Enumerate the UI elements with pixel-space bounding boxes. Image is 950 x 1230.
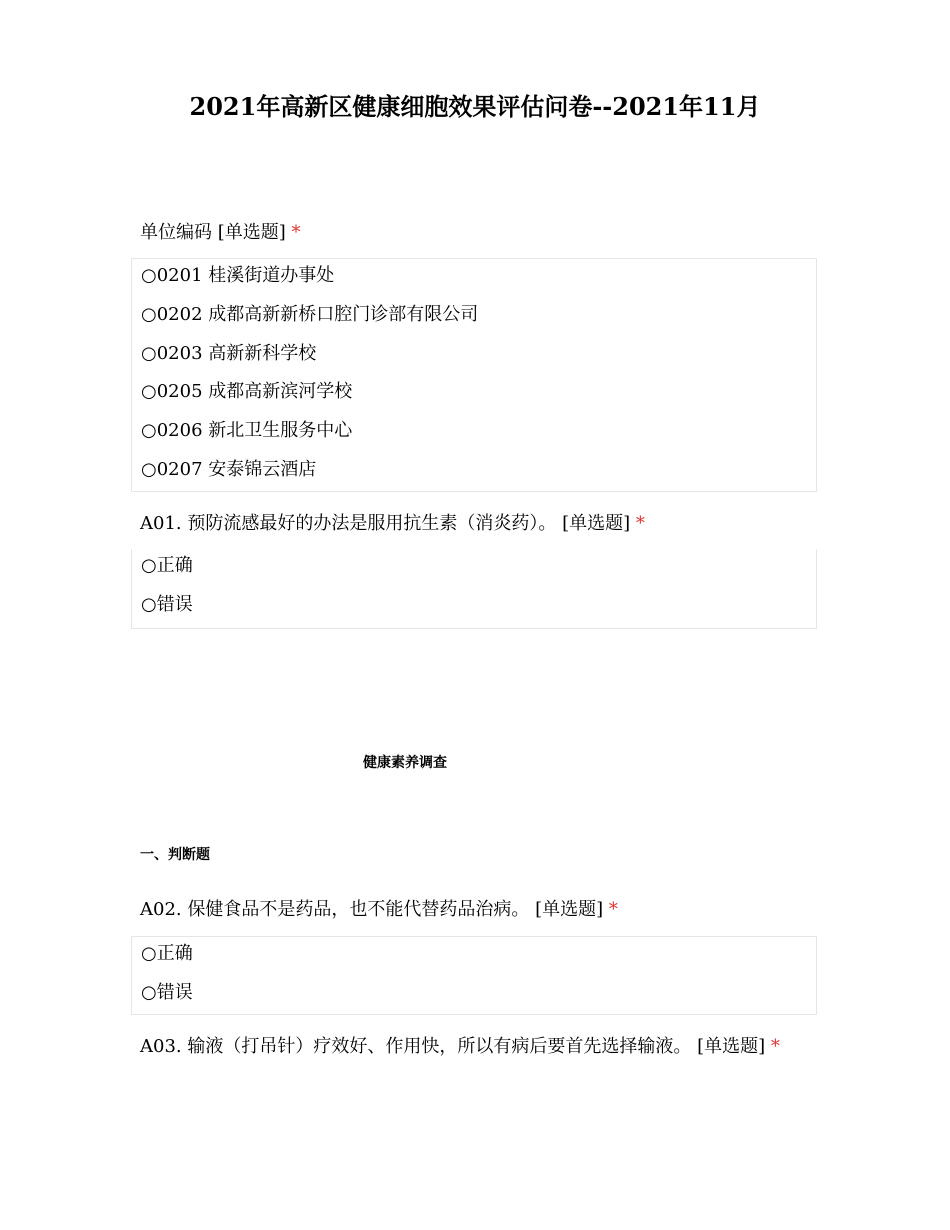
question-a03 [140,1034,780,1060]
options-a01 [131,549,817,629]
required-mark: * [770,1036,780,1057]
required-mark: * [608,899,618,920]
required-mark: * [291,222,301,243]
question-unit-code [140,220,301,246]
options-a02 [131,936,817,1015]
question-text: A02. 保健食品不是药品，也不能代替药品治病。 [单选题] [140,899,609,920]
question-a02 [140,897,618,923]
radio-option-0207[interactable]: ○0207 安泰锦云酒店 [141,458,317,480]
radio-option-0201[interactable]: ○0201 桂溪街道办事处 [141,265,335,286]
radio-option-0205[interactable]: ○0205 成都高新滨河学校 [141,381,353,403]
options-unit-code [131,258,817,492]
survey-section-title: 健康素养调查 [363,755,447,771]
radio-option-correct[interactable]: ○正确 [141,555,193,576]
part-heading: 一、判断题 [140,847,210,863]
radio-option-0206[interactable]: ○0206 新北卫生服务中心 [141,420,353,442]
radio-option-0203[interactable]: ○0203 高新新科学校 [141,342,317,364]
question-a01 [140,511,645,537]
radio-option-wrong[interactable]: ○错误 [141,593,193,615]
radio-option-0202[interactable]: ○0202 成都高新新桥口腔门诊部有限公司 [141,303,479,325]
radio-option-wrong[interactable]: ○错误 [141,981,193,1003]
radio-option-correct[interactable]: ○正确 [141,943,193,964]
document-title: 2021年高新区健康细胞效果评估问卷--2021年11月 [189,92,761,121]
required-mark: * [635,513,645,534]
question-text: 单位编码 [单选题] [140,222,292,243]
question-text: A01. 预防流感最好的办法是服用抗生素（消炎药）。 [单选题] [140,513,636,534]
question-text: A03. 输液（打吊针）疗效好、作用快，所以有病后要首先选择输液。 [单选题] [140,1036,771,1057]
